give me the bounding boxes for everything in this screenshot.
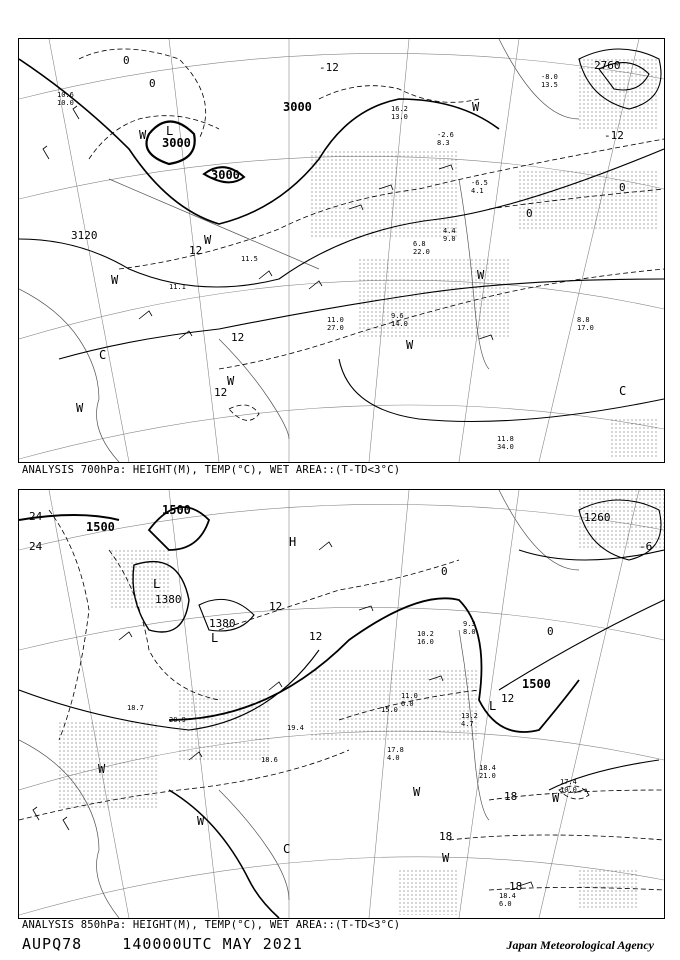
center-marker: W: [204, 233, 212, 247]
station-value: 20.9: [169, 716, 186, 724]
station-value: 6.8: [413, 240, 426, 248]
height-label: 1380: [209, 617, 236, 630]
station-value: 9.6: [391, 312, 404, 320]
station-value: 10.0: [560, 786, 577, 794]
temp-label: 24: [29, 540, 43, 553]
station-value: 11.8: [497, 435, 514, 443]
wet-areas: [59, 490, 664, 915]
center-marker: W: [76, 401, 84, 415]
station-value: 11.1: [169, 283, 186, 291]
center-marker: C: [99, 348, 107, 362]
height-label: 1500: [86, 520, 115, 534]
map-700hpa-svg: [19, 39, 664, 462]
center-marker: W: [552, 791, 560, 805]
chart-id-timestamp: AUPQ78 140000UTC MAY 2021: [22, 935, 303, 953]
station-value: -6.5: [471, 179, 488, 187]
center-marker: W: [111, 273, 119, 287]
station-value: -8.0: [541, 73, 558, 81]
station-value: 27.0: [327, 324, 344, 332]
station-value: 14.0: [391, 320, 408, 328]
height-label: 3120: [71, 229, 98, 242]
temp-label: 18: [439, 830, 453, 843]
temp-label: 12: [501, 692, 515, 705]
station-value: 17.4: [560, 778, 577, 786]
temp-label: 12: [309, 630, 323, 643]
height-label: 1260: [584, 511, 611, 524]
height-label: 2760: [594, 59, 621, 72]
temp-label: 12: [231, 331, 245, 344]
station-value: 34.0: [497, 443, 514, 451]
station-value: 4.1: [471, 187, 484, 195]
center-marker: W: [472, 100, 480, 114]
station-value: 18.4: [479, 764, 496, 772]
station-value: 13.2: [461, 712, 478, 720]
center-marker: W: [227, 374, 235, 388]
station-value: 18.4: [499, 892, 516, 900]
temp-label: 0: [149, 77, 156, 90]
station-value: 18.7: [127, 704, 144, 712]
station-value: 4.7: [461, 720, 474, 728]
station-value: 0.0: [401, 700, 414, 708]
station-value: 13.0: [391, 113, 408, 121]
station-value: 4.0: [387, 754, 400, 762]
center-marker: W: [477, 268, 485, 282]
station-value: 17.8: [387, 746, 404, 754]
height-label: 3000: [211, 168, 240, 182]
temp-label: -12: [319, 61, 339, 74]
station-value: 16.0: [417, 638, 434, 646]
station-plots: [127, 620, 577, 908]
station-value: 19.4: [287, 724, 304, 732]
temp-label: 12: [214, 386, 228, 399]
temp-label: 0: [526, 207, 533, 220]
station-value: 18.6: [261, 756, 278, 764]
height-label: 3000: [162, 136, 191, 150]
panel-caption-850hpa: ANALYSIS 850hPa: HEIGHT(M), TEMP(°C), WET AREA::(T-TD<3°C): [22, 919, 401, 931]
height-label: 1500: [522, 677, 551, 691]
center-marker: W: [197, 814, 205, 828]
map-panel-700hpa: [18, 38, 665, 463]
agency-credit: Japan Meteorological Agency: [506, 938, 654, 952]
temp-label: 12: [189, 244, 203, 257]
center-marker: W: [406, 338, 414, 352]
station-value: 21.0: [479, 772, 496, 780]
station-value: 17.0: [577, 324, 594, 332]
station-plots: [57, 73, 594, 451]
station-value: 8.0: [463, 628, 476, 636]
station-value: 11.0: [401, 692, 418, 700]
temp-label: 18: [509, 880, 523, 893]
center-marker: L: [211, 631, 219, 645]
graticule: [19, 39, 664, 462]
center-marker: L: [153, 577, 161, 591]
temp-label: -6: [639, 540, 653, 553]
station-value: 15.0: [381, 706, 398, 714]
temp-label: 12: [269, 600, 283, 613]
station-value: 9.3: [463, 620, 476, 628]
station-value: 22.0: [413, 248, 430, 256]
center-marker: W: [139, 128, 147, 142]
panel-caption-700hpa: ANALYSIS 700hPa: HEIGHT(M), TEMP(°C), WET AREA::(T-TD<3°C): [22, 464, 401, 476]
station-value: 11.0: [327, 316, 344, 324]
center-marker: H: [289, 535, 297, 549]
height-label: 1500: [162, 503, 191, 517]
height-label: 3000: [283, 100, 312, 114]
temp-label: 18: [504, 790, 518, 803]
station-value: 8.8: [577, 316, 590, 324]
station-value: 8.3: [437, 139, 450, 147]
station-value: 11.5: [241, 255, 258, 263]
temp-label: 0: [441, 565, 448, 578]
center-marker: L: [489, 699, 497, 713]
center-marker: L: [166, 124, 174, 138]
center-marker: W: [442, 851, 450, 865]
temp-label: 0: [547, 625, 554, 638]
center-marker: W: [413, 785, 421, 799]
station-value: 10.0: [57, 99, 74, 107]
station-value: 4.4: [443, 227, 456, 235]
center-marker: W: [98, 762, 106, 776]
temp-label: -12: [604, 129, 624, 142]
center-marker: C: [619, 384, 627, 398]
map-850hpa-svg: [19, 490, 664, 918]
station-value: 9.0: [443, 235, 456, 243]
center-marker: C: [283, 842, 291, 856]
station-value: 10.6: [57, 91, 74, 99]
station-value: 6.0: [499, 900, 512, 908]
temp-label: 0: [619, 181, 626, 194]
map-panel-850hpa: [18, 489, 665, 919]
height-label: 1380: [155, 593, 182, 606]
station-value: 16.2: [391, 105, 408, 113]
temp-label: 24: [29, 510, 43, 523]
temp-label: 0: [123, 54, 130, 67]
station-value: 13.5: [541, 81, 558, 89]
station-value: 10.2: [417, 630, 434, 638]
station-value: -2.6: [437, 131, 454, 139]
